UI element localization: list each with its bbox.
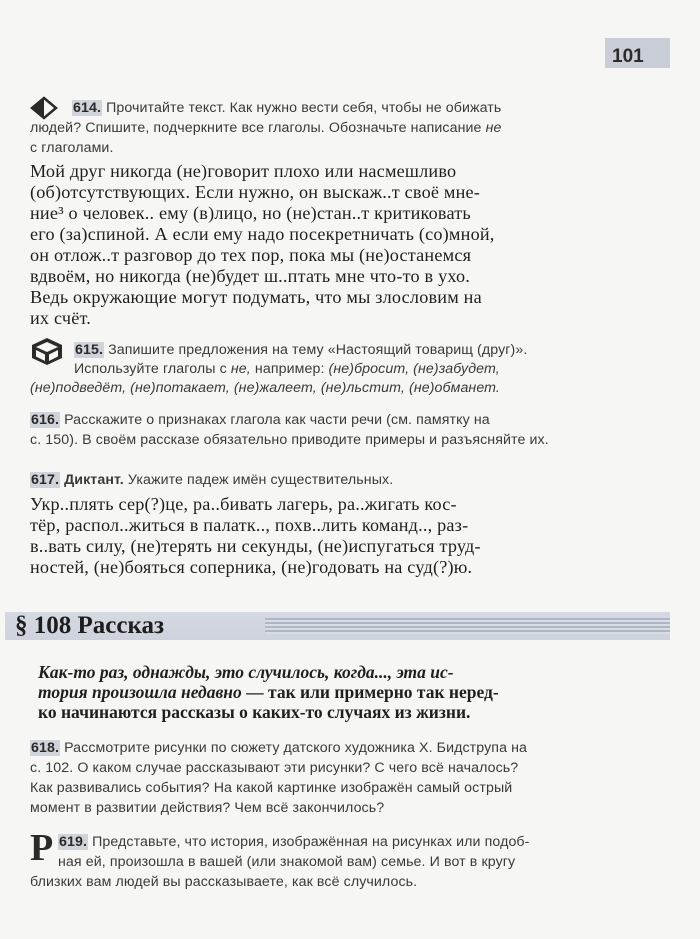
exercise-617-text-line: в..вать силу, (не)терять ни секунды, (не)испугаться труд-: [30, 536, 481, 556]
exercise-617-text-line: тёр, распол..житься в палатк.., похв..лить команд.., раз-: [30, 515, 469, 535]
exercise-619-line: ная ей, произошла в вашей (или знакомой вам) семье. И вот в кругу: [58, 854, 516, 870]
exercise-615-task: 615. Запишите предложения на тему «Настоящий товарищ (друг)».: [75, 342, 528, 358]
exercise-614-text-line: Мой друг никогда (не)говорит плохо или насмешливо: [30, 161, 457, 181]
exercise-615-task-line2: Используйте глаголы с не, например: (не)бросит, (не)забудет,: [74, 361, 500, 377]
exercise-614-text-line: (об)отсутствующих. Если нужно, он выскаж..т своё мне-: [30, 182, 481, 202]
exercise-614-task-line2: людей? Спишите, подчеркните все глаголы. Обозначьте написание не: [30, 120, 502, 136]
exercise-614-task-line3: с глаголами.: [30, 140, 114, 156]
exercise-614-text-line: вдвоём, но никогда (не)будет ш..птать мне что-то в ухо.: [30, 266, 471, 286]
section-header-stripes: [265, 618, 670, 634]
exercise-618-line: момент в развитии действия? Чем всё закончилось?: [30, 800, 385, 816]
exercise-619-line: близких вам людей вы рассказываете, как всё случилось.: [30, 874, 418, 890]
exercise-617-task: 617. Диктант. Укажите падеж имён существительных.: [31, 472, 394, 488]
pen-diamond-icon: [30, 96, 58, 120]
cube-icon: [30, 336, 64, 366]
exercise-614-text-line: он отлож..т разговор до тех пор, пока мы (не)останемся: [30, 245, 472, 265]
exercise-614-text-line: Ведь окружающие могут подумать, что мы злословим на: [30, 287, 482, 307]
page-number: 101: [612, 46, 644, 67]
exercise-number: 614.: [73, 100, 102, 116]
exercise-618-line: с. 102. О каком случае рассказывают эти рисунки? С чего всё началось?: [30, 760, 519, 776]
section-title: § 108 Рассказ: [15, 612, 165, 639]
exercise-number: 615.: [75, 342, 104, 358]
exercise-618-line: Как развивались события? На какой картинке изображён самый острый: [30, 780, 513, 796]
exercise-616-task: 616. Расскажите о признаках глагола как части речи (см. памятку на: [31, 412, 490, 428]
exercise-number: 617.: [31, 472, 60, 488]
exercise-616-task-line2: с. 150). В своём рассказе обязательно приводите примеры и разъясняйте их.: [30, 432, 549, 448]
exercise-number: 618.: [31, 740, 60, 756]
exercise-number: 619.: [59, 834, 88, 850]
exercise-614-text-line: его (за)спиной. А если ему надо посекретничать (со)мной,: [30, 224, 495, 244]
exercise-619-task: 619. Представьте, что история, изображённая на рисунках или подоб-: [59, 834, 530, 850]
exercise-number: 616.: [31, 412, 60, 428]
exercise-618-task: 618. Рассмотрите рисунки по сюжету датского художника Х. Бидструпа на: [31, 740, 528, 756]
exercise-617-text-line: Укр..плять сер(?)це, ра..бивать лагерь, ра..жигать кос-: [30, 494, 457, 514]
exercise-614-text-line: их счёт.: [30, 308, 92, 328]
section-intro: Как-то раз, однажды, это случилось, когда..., эта ис- тория произошла недавно — так или примерно так неред- ко начинаются рассказы о каких-то случаях из жизни.: [38, 662, 499, 722]
exercise-617-text-line: ностей, (не)бояться соперника, (не)годовать на суд(?)ю.: [30, 557, 473, 577]
dictation-label: Диктант.: [64, 472, 124, 488]
exercise-615-examples: (не)подведёт, (не)потакает, (не)жалеет, (не)льстит, (не)обманет.: [30, 380, 500, 396]
exercise-614-text-line: ние³ о человек.. ему (в)лицо, но (не)стан..т критиковать: [30, 203, 471, 223]
speech-development-marker: Р: [30, 827, 54, 869]
exercise-614-task: 614. Прочитайте текст. Как нужно вести себя, чтобы не обижать: [73, 100, 502, 116]
